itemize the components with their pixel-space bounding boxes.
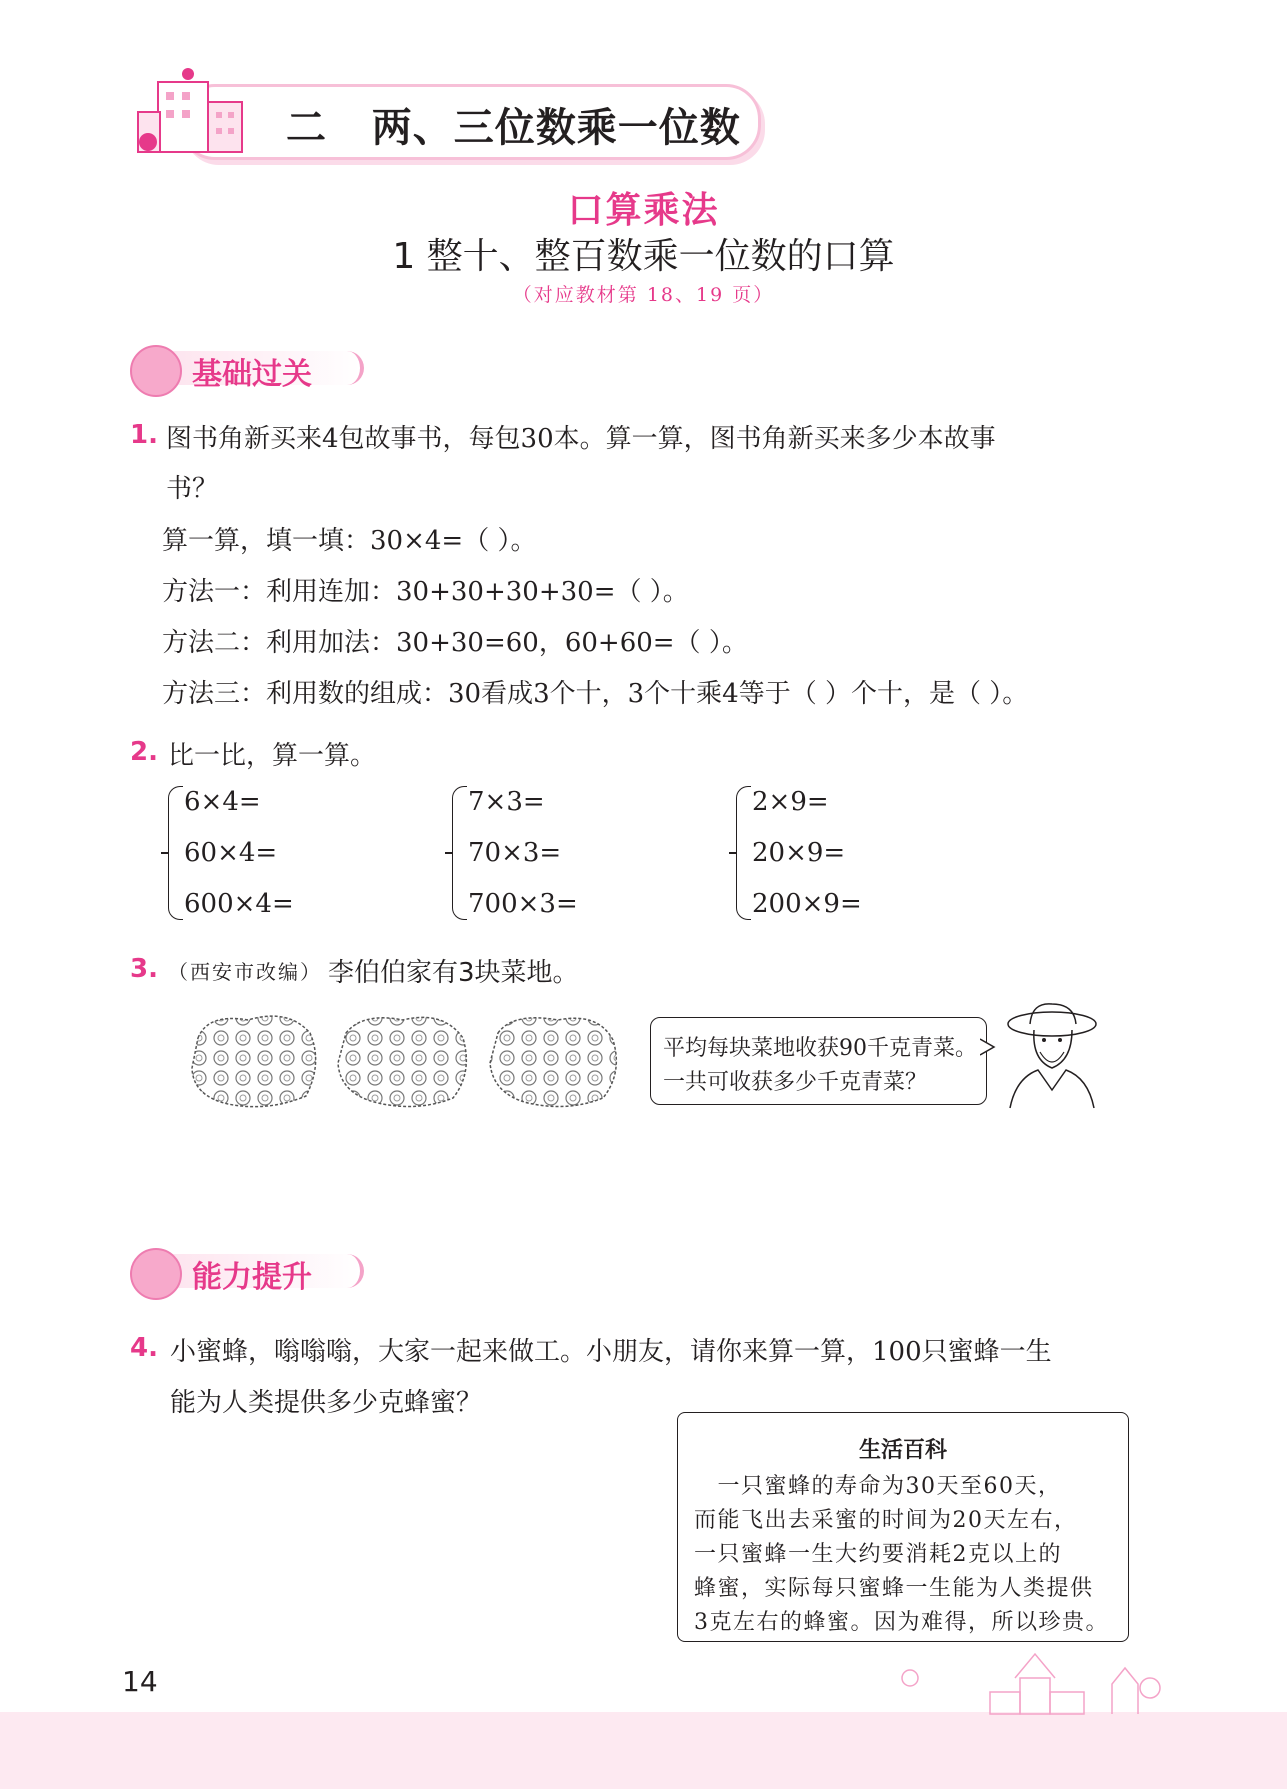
info-line: 一只蜜蜂一生大约要消耗2克以上的 xyxy=(694,1542,1062,1567)
section-advanced-label: 能力提升 xyxy=(192,1260,312,1295)
brace-tip xyxy=(445,852,453,854)
info-title: 生活百科 xyxy=(858,1438,947,1463)
expr: 60×4= xyxy=(184,838,278,868)
info-line: 蜂蜜，实际每只蜜蜂一生能为人类提供 xyxy=(694,1576,1094,1601)
question-1-text-line1: 图书角新买来4包故事书，每包30本。算一算，图书角新买来多少本故事 xyxy=(166,424,996,454)
question-3-source: （西安市改编） xyxy=(168,960,322,984)
question-4-text-line2: 能为人类提供多少克蜂蜜？ xyxy=(170,1388,483,1418)
expr: 7×3= xyxy=(468,787,545,817)
question-1-method1: 方法一：利用连加：30+30+30+30=（ ）。 xyxy=(162,577,689,607)
expr: 2×9= xyxy=(752,787,829,817)
castle-illustration xyxy=(880,1648,1180,1720)
question-4-text-line1: 小蜜蜂，嗡嗡嗡，大家一起来做工。小朋友，请你来算一算，100只蜜蜂一生 xyxy=(170,1337,1052,1367)
bubble-line2: 一共可收获多少千克青菜？ xyxy=(663,1070,928,1095)
question-1-method2: 方法二：利用加法：30+30=60，60+60=（ ）。 xyxy=(162,628,748,658)
expr: 700×3= xyxy=(468,889,578,919)
question-1-text-line2: 书？ xyxy=(166,474,219,504)
question-3-text: 李伯伯家有3块菜地。 xyxy=(328,958,579,988)
expr: 70×3= xyxy=(468,838,562,868)
info-line: 一只蜜蜂的寿命为30天至60天， xyxy=(694,1474,1062,1499)
bubble-line1: 平均每块菜地收获90千克青菜。 xyxy=(663,1036,977,1061)
question-1-method3: 方法三：利用数的组成：30看成3个十，3个十乘4等于（ ）个十，是（ ）。 xyxy=(162,679,1029,709)
question-2-text: 比一比，算一算。 xyxy=(168,741,377,771)
expr: 200×9= xyxy=(752,889,862,919)
question-1-fill: 算一算，填一填：30×4=（ ）。 xyxy=(162,526,537,556)
brace xyxy=(168,786,183,920)
brace-tip xyxy=(729,852,737,854)
expr: 600×4= xyxy=(184,889,294,919)
question-2-number: 2. xyxy=(130,737,158,767)
section-basic xyxy=(130,345,370,391)
info-line: 3克左右的蜂蜜。因为难得，所以珍贵。 xyxy=(694,1610,1109,1635)
topic-title: 口算乘法 xyxy=(567,190,720,231)
chapter-title xyxy=(286,96,741,153)
section-basic-label: 基础过关 xyxy=(192,357,312,392)
vegetable-plots-illustration xyxy=(188,1008,628,1116)
question-4-number: 4. xyxy=(130,1333,158,1363)
info-line: 而能飞出去采蜜的时间为20天左右， xyxy=(694,1508,1078,1533)
chapter-number: 二 xyxy=(286,105,327,151)
brace-tip xyxy=(161,852,169,854)
building-illustration xyxy=(128,62,258,162)
info-box xyxy=(677,1412,1129,1642)
mascot-icon xyxy=(130,1248,182,1300)
lesson-title: 1 整十、整百数乘一位数的口算 xyxy=(392,236,895,277)
farmer-illustration xyxy=(996,1000,1100,1110)
question-1-number: 1. xyxy=(130,420,158,450)
expr: 6×4= xyxy=(184,787,261,817)
brace xyxy=(452,786,467,920)
bubble-tail xyxy=(980,1035,996,1059)
chapter-name: 两、三位数乘一位数 xyxy=(371,105,741,151)
vegetable-plot xyxy=(192,1016,616,1107)
textbook-reference: （对应教材第 18、19 页） xyxy=(512,284,775,306)
question-3-number: 3. xyxy=(130,954,158,984)
footer-band xyxy=(0,1712,1287,1789)
speech-bubble xyxy=(650,1017,987,1105)
expr: 20×9= xyxy=(752,838,846,868)
mascot-icon xyxy=(130,345,182,397)
section-advanced xyxy=(130,1248,370,1294)
page-number: 14 xyxy=(122,1665,158,1698)
brace xyxy=(736,786,751,920)
